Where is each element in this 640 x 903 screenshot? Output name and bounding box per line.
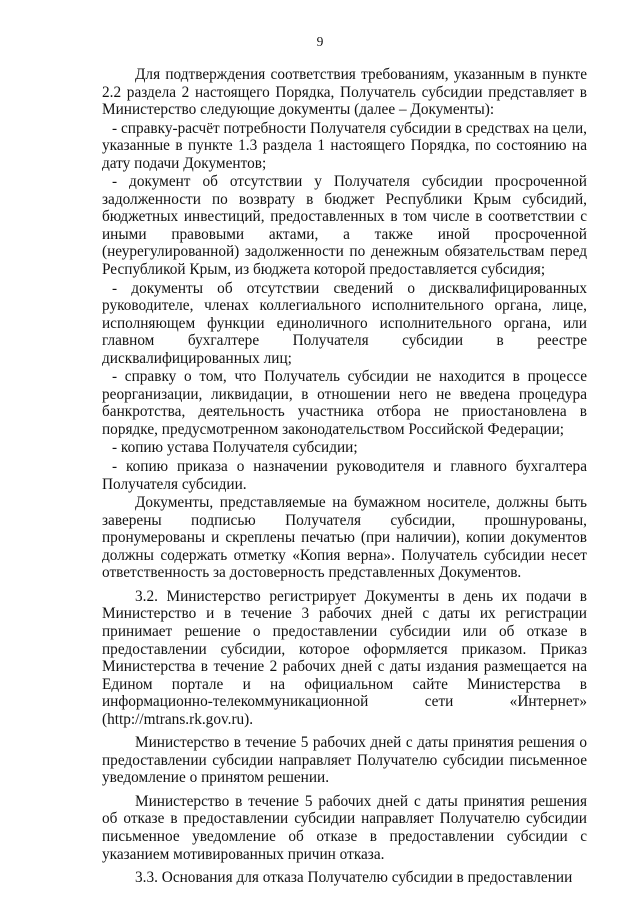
page-number: 9 <box>316 34 324 49</box>
paragraph-intro: Для подтверждения соответствия требованиям, указанным в пункте 2.2 раздела 2 настоящего Порядка, Получатель субсидии представляет в Министерство следующие документы (далее – Документы): <box>102 66 587 119</box>
paragraph-section-3-2: 3.2. Министерство регистрирует Документы в день их подачи в Министерство и в течение 3 рабочих дней с даты их регистрации принимает решение о предоставлении субсидии или об отказе в предоставлении субсидии, которое оформляется приказом. Приказ Министерства в течение 2 рабочих дней с даты издания размещается на Едином портале и на официальном сайте Министерства в информационно-телекоммуникационной сети «Интернет» (http://mtrans.rk.gov.ru). <box>102 587 587 728</box>
list-item-calculation: - справку-расчёт потребности Получателя субсидии в средствах на цели, указанные в пункте 1.3 раздела 1 настоящего Порядка, по состоянию на дату подачи Документов; <box>102 119 587 172</box>
list-item-no-disqualification: - документы об отсутствии сведений о дисквалифицированных руководителе, членах коллегиального исполнительного органа, лице, исполняющем функции единоличного исполнительного органа, или главном бухгалтере Получателя субсидии в реестре дисквалифицированных лиц; <box>102 279 587 367</box>
document-body <box>102 66 587 888</box>
list-item-no-reorganization: - справку о том, что Получатель субсидии не находится в процессе реорганизации, ликвидации, в отношении него не введена процедура банкротства, деятельность участника отбора не приостановлена в порядке, предусмотренном законодательством Российской Федерации; <box>102 368 587 438</box>
paragraph-refusal-notice: Министерство в течение 5 рабочих дней с даты принятия решения об отказе в предоставлении субсидии направляет Получателю субсидии письменное уведомление об отказе в предоставлении субсидии с указанием мотивированных причин отказа. <box>102 792 587 863</box>
list-item-order-copy: - копию приказа о назначении руководителя и главного бухгалтера Получателя субсидии. <box>102 458 587 493</box>
list-item-no-debt: - документ об отсутствии у Получателя субсидии просроченной задолженности по возврату в бюджет Республики Крым субсидий, бюджетных инвестиций, предоставленных в том числе в соответствии с иными правовыми актами, а также иной просроченной (неурегулированной) задолженности по денежным обязательствам перед Республикой Крым, из бюджета которой предоставляется субсидия; <box>102 173 587 279</box>
paragraph-section-3-3: 3.3. Основания для отказа Получателю субсидии в предоставлении <box>135 869 573 887</box>
paragraph-approval-notice: Министерство в течение 5 рабочих дней с даты принятия решения о предоставлении субсидии направляет Получателю субсидии письменное уведомление о принятом решении. <box>102 734 587 787</box>
list-item-charter-copy: - копию устава Получателя субсидии; <box>112 439 358 457</box>
paragraph-paper-documents: Документы, представляемые на бумажном носителе, должны быть заверены подписью Получателя субсидии, прошнурованы, пронумерованы и скреплены печатью (при наличии), копии документов должны содержать отметку «Копия верна». Получатель субсидии несет ответственность за достоверность представленных Документов. <box>102 494 587 582</box>
